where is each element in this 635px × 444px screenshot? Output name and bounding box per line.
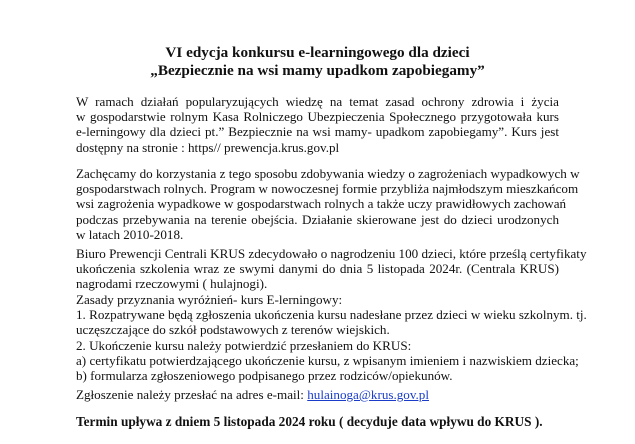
document-title-line1: VI edycja konkursu e-learningowego dla dzieci: [165, 44, 470, 61]
email-link[interactable]: hulainoga@krus.gov.pl: [307, 387, 429, 402]
award-paragraph: [76, 246, 587, 292]
paragraph-line: W ramach działań popularyzujących wiedzę na temat zasad ochrony zdrowia i życia: [76, 94, 559, 109]
paragraph-line: gospodarstwach rolnych. Program w nowoczesnej formie przybliża najmłodszym mieszkańcom: [76, 181, 579, 197]
rule-item: uczęszczające do szkół podstawowych z terenów wiejskich.: [76, 322, 390, 338]
rules-list: [76, 292, 587, 384]
rules-heading: Zasady przyznania wyróżnień- kurs E-lerningowy:: [76, 292, 343, 307]
deadline-notice: Termin upływa z dniem 5 listopada 2024 roku ( decyduje data wpływu do KRUS ).: [76, 414, 543, 429]
rule-item: a) certyfikatu potwierdzającego ukończenie kursu, z wpisanym imieniem i nazwiskiem dziecka;: [76, 352, 579, 368]
paragraph-line: w latach 2010-2018.: [76, 226, 184, 242]
paragraph-line: e-lerningowy dla dzieci pt.” Bezpiecznie na wsi mamy- upadkom zapobiegamy”. Kurs jest: [76, 124, 559, 140]
encouragement-paragraph: [76, 166, 580, 242]
paragraph-line: wsi zagrożenia wypadkowe w gospodarstwach rolnych a także uczy prawidłowych zachowań: [76, 196, 567, 212]
email-line: [76, 387, 429, 402]
rule-item: 1. Rozpatrywane będą zgłoszenia ukończenia kursu nadesłane przez dzieci w wieku szkolnym. tj.: [76, 307, 587, 323]
rule-item: b) formularza zgłoszeniowego podpisanego przez rodziców/opiekunów.: [76, 368, 453, 384]
paragraph-line: Zachęcamy do korzystania z tego sposobu zdobywania wiedzy o zagrożeniach wypadkowych w: [76, 166, 580, 181]
paragraph-line: ukończenia szkolenia wraz ze swymi danymi do dnia 5 listopada 2024r. (Centrala KRUS): [76, 261, 559, 277]
rule-item: 2. Ukończenie kursu należy potwierdzić przesłaniem do KRUS:: [76, 337, 412, 353]
paragraph-line: podczas przebywania na terenie obejścia. Działanie skierowane jest do dzieci urodzonych: [76, 211, 559, 227]
document-title-line2: „Bezpiecznie na wsi mamy upadkom zapobiegamy”: [150, 62, 485, 79]
email-prefix: Zgłoszenie należy przesłać na adres e-mail:: [76, 387, 308, 402]
paragraph-line: dostępny na stronie : https// prewencja.krus.gov.pl: [76, 139, 340, 155]
intro-paragraph: [76, 94, 559, 155]
paragraph-line: Biuro Prewencji Centrali KRUS zdecydowało o nagrodzeniu 100 dzieci, które prześlą certyfikaty: [76, 246, 587, 261]
paragraph-line: nagrodami rzeczowymi ( hulajnogi).: [76, 276, 268, 292]
paragraph-line: w gospodarstwie rolnym Kasa Rolniczego Ubezpieczenia Społecznego przygotowała kurs: [76, 109, 559, 125]
